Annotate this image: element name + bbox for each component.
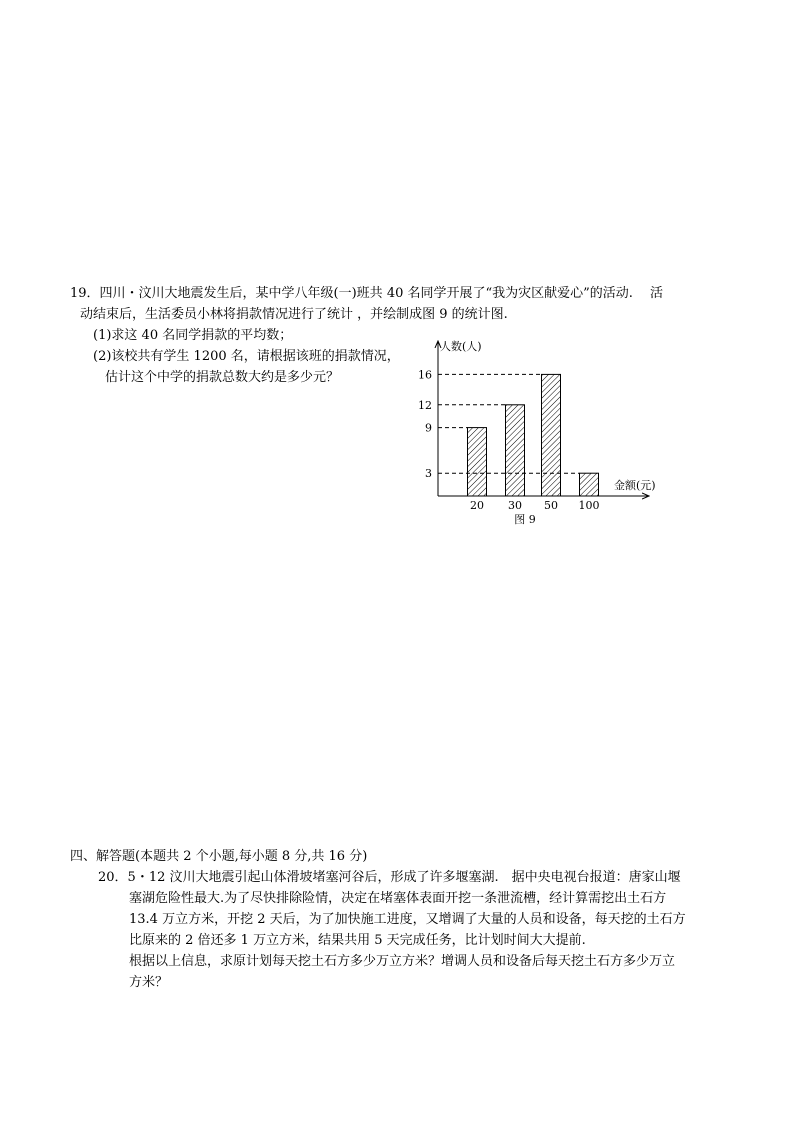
x-tick-label-20: 20 [470,499,484,512]
y-tick-label-16: 16 [418,368,432,382]
q20-line2: 塞湖危险性最大.为了尽快排除险情，决定在堵塞体表面开挖一条泄流槽，经计算需挖出土石方 [129,891,667,906]
y-axis-label: 人数(人) [440,340,482,353]
q19-part1: (1)求这 40 名同学捐款的平均数； [93,328,293,343]
q19-line1: 19．四川・汶川大地震发生后，某中学八年级(一)班共 40 名同学开展了“我为灾区献爱心”的活动. 活 [70,286,664,301]
q19-line2: 动结束后，生活委员小林将捐款情况进行了统计 ，并绘制成图 9 的统计图. [80,307,508,322]
bar-50 [542,374,561,496]
x-axis-label: 金额(元) [614,479,656,492]
y-tick-label-12: 12 [418,398,432,412]
donation-bar-chart [400,336,670,530]
y-tick-label-9: 9 [425,421,432,435]
q19-part2-a: (2)该校共有学生 1200 名，请根据该班的捐款情况， [93,349,400,364]
q20-line1: 20．5・12 汶川大地震引起山体滑坡堵塞河谷后，形成了许多堰塞湖. 据中央电视台报道：唐家山堰 [98,870,681,885]
q20-line6: 方米？ [129,975,169,990]
bar-30 [506,405,525,496]
x-tick-label-100: 100 [578,499,600,512]
q19-part2-b: 估计这个中学的捐款总数大约是多少元？ [105,370,340,385]
bar-100 [580,473,599,496]
q20-line3: 13.4 万立方米，开挖 2 天后，为了加快施工进度，又增调了大量的人员和设备，每天挖的土石方 [129,912,686,927]
x-tick-label-30: 30 [508,499,522,512]
figure-caption: 图 9 [514,513,536,526]
q20-line5: 根据以上信息，求原计划每天挖土石方多少万立方米？增调人员和设备后每天挖土石方多少万立 [129,954,676,969]
bar-20 [468,428,487,496]
q20-line4: 比原来的 2 倍还多 1 万立方米，结果共用 5 天完成任务，比计划时间大大提前. [129,933,586,948]
section4-header: 四、解答题(本题共 2 个小题,每小题 8 分,共 16 分) [70,849,368,864]
x-tick-label-50: 50 [544,499,558,512]
y-tick-label-3: 3 [425,467,432,481]
